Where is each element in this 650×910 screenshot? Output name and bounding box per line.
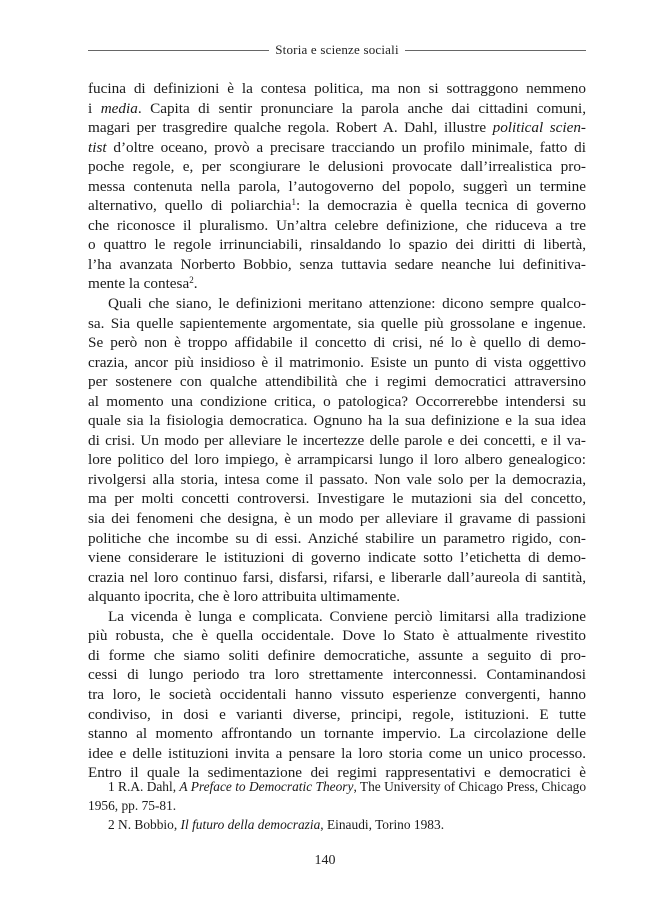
text-run: . Capita di sentir pronunciare la parola anche dai cittadini comuni, bbox=[137, 99, 586, 117]
text-line bbox=[88, 450, 586, 470]
text-run: per sostenere con qualche attendibilità che i regimi democratici attraversino bbox=[88, 373, 586, 391]
text-line bbox=[88, 138, 586, 158]
text-line bbox=[88, 392, 586, 412]
text-run: sa. Sia quelle sapientemente argomentate, sia quelle più grossolane e ingenue. bbox=[88, 314, 586, 332]
text-line bbox=[88, 79, 586, 99]
text-line bbox=[88, 607, 586, 627]
text-run: stanno al momento affrontando un tornante impervio. La circolazione delle bbox=[88, 725, 586, 743]
text-line bbox=[88, 431, 586, 451]
text-line bbox=[88, 216, 586, 236]
footnotes bbox=[88, 777, 586, 834]
text-line bbox=[88, 665, 586, 685]
text-line bbox=[88, 489, 586, 509]
page-number: 140 bbox=[314, 853, 336, 868]
text-run: messa contenuta nella parola, l’autogoverno del popolo, suggerì un termine bbox=[88, 177, 586, 195]
text-run: che riconosce il pluralismo. Un’altra celebre definizione, che riduceva a tre bbox=[88, 216, 586, 234]
text-run: 1 R.A. Dahl, bbox=[108, 779, 180, 794]
text-run: Quali che siano, le definizioni meritano attenzione: dicono sempre qualco- bbox=[108, 295, 586, 313]
text-run: 1956, pp. 75-81. bbox=[88, 798, 177, 813]
text-run: fucina di definizioni è la contesa politica, ma non si sottraggono nemmeno bbox=[88, 80, 586, 97]
text-line bbox=[88, 548, 586, 568]
text-run: alquanto ipocrita, che è loro attribuita ultimamente. bbox=[88, 588, 401, 606]
text-line bbox=[88, 294, 586, 314]
text-line bbox=[88, 705, 586, 725]
italic-text: political scien- bbox=[492, 119, 586, 137]
text-line bbox=[88, 157, 586, 177]
italic-text: Il futuro della democrazia bbox=[180, 817, 321, 832]
text-run: quale sia la fisiologia democratica. Ognuno ha la sua definizione e la sua idea bbox=[88, 412, 586, 430]
italic-text: media bbox=[100, 99, 138, 117]
text-line bbox=[88, 372, 586, 392]
running-header bbox=[88, 41, 586, 59]
text-line bbox=[88, 685, 586, 705]
text-line bbox=[88, 196, 586, 216]
text-line bbox=[88, 274, 586, 294]
text-line bbox=[88, 255, 586, 275]
text-line bbox=[88, 470, 586, 490]
text-line bbox=[88, 646, 586, 666]
footnote-line bbox=[88, 796, 586, 815]
text-run: condiviso, in dosi e varianti diverse, principi, regole, istituzioni. E tutte bbox=[88, 705, 586, 723]
text-line bbox=[88, 568, 586, 588]
text-line bbox=[88, 235, 586, 255]
footnote-line bbox=[88, 815, 586, 834]
text-run: . bbox=[193, 275, 198, 293]
text-line bbox=[88, 744, 586, 764]
text-run: cessi di lungo periodo tra loro strettamente interconnessi. Contaminandosi bbox=[88, 666, 586, 684]
text-line bbox=[88, 118, 586, 138]
text-run: magari per trasgredire qualche regola. Robert A. Dahl, illustre bbox=[88, 119, 493, 137]
italic-text: A Preface to Democratic Theory bbox=[179, 779, 354, 794]
text-run: : la democrazia è quella tecnica di governo bbox=[295, 197, 586, 215]
text-run: , The University of Chicago Press, Chicago bbox=[353, 779, 586, 794]
text-run: poche regole, e, per scongiurare le delusioni provocate dall’irrealistica pro- bbox=[88, 158, 586, 176]
text-run: Se però non è troppo affidabile il concetto di crisi, né lo è quello di demo- bbox=[88, 334, 586, 352]
text-run: idee e delle istituzioni invita a pensare la loro storia come un unico processo. bbox=[88, 744, 586, 762]
footnote-ref: 1 bbox=[291, 197, 296, 208]
text-run: tra loro, le società occidentali hanno vissuto esperienze convergenti, hanno bbox=[88, 685, 586, 703]
text-run: crazia nel loro continuo farsi, disfarsi, rifarsi, e liberarle dall’aureola di santità, bbox=[88, 568, 586, 586]
text-run: sia dei fenomeni che designa, è un modo per alleviare il gravame di passioni bbox=[88, 510, 586, 528]
text-line bbox=[88, 333, 586, 353]
footnote-line bbox=[88, 777, 586, 796]
text-run: di crisi. Un modo per alleviare le incertezze delle parole e dei concetti, e il va- bbox=[88, 431, 586, 449]
text-run: di forme che siamo soliti definire democratiche, assunte a seguito di pro- bbox=[88, 646, 586, 664]
text-line bbox=[88, 509, 586, 529]
text-run: politiche che incombe su di essi. Anziché stabilire un parametro rigido, con- bbox=[88, 529, 586, 547]
text-run: più robusta, che è quella occidentale. Dove lo Stato è attualmente rivestito bbox=[88, 627, 586, 645]
text-run: , Einaudi, Torino 1983. bbox=[320, 817, 445, 832]
text-line bbox=[88, 724, 586, 744]
text-run: d’oltre oceano, provò a precisare tracciando un profilo minimale, fatto di bbox=[106, 138, 586, 156]
text-line bbox=[88, 353, 586, 373]
text-line bbox=[88, 587, 586, 607]
text-line bbox=[88, 529, 586, 549]
footnote-ref: 2 bbox=[189, 275, 194, 286]
text-line bbox=[88, 99, 586, 119]
text-run: i bbox=[88, 99, 101, 117]
text-run: viene considerare le istituzioni di governo indicate sotto l’etichetta di demo- bbox=[88, 549, 586, 567]
text-run: lore politico del loro impiego, è arrampicarsi lungo il loro albero genealogico: bbox=[88, 451, 586, 469]
header-rule-right bbox=[405, 50, 586, 51]
text-run: alternativo, quello di poliarchia bbox=[88, 197, 292, 215]
text-line bbox=[88, 411, 586, 431]
text-run: o quattro le regole irrinunciabili, rinsaldando lo spazio dei diritti di libertà, bbox=[88, 236, 586, 254]
text-run: Entro il quale la sedimentazione dei regimi rappresentativi e democratici è bbox=[88, 764, 586, 782]
text-run: ma per molti concetti controversi. Investigare le mutazioni sia del concetto, bbox=[88, 490, 586, 508]
body-text bbox=[88, 79, 586, 783]
text-run: 2 N. Bobbio, bbox=[108, 817, 181, 832]
header-rule-left bbox=[88, 50, 269, 51]
text-line bbox=[88, 626, 586, 646]
text-line bbox=[88, 314, 586, 334]
text-line bbox=[88, 177, 586, 197]
text-run: al momento una condizione critica, o patologica? Occorrerebbe intendersi su bbox=[88, 392, 586, 410]
text-run: La vicenda è lunga e complicata. Conviene perciò limitarsi alla tradizione bbox=[108, 607, 586, 625]
text-run: crazia, ancor più insidioso è il matrimonio. Esiste un punto di vista oggettivo bbox=[88, 353, 586, 371]
italic-text: tist bbox=[88, 138, 107, 156]
text-run: l’ha avanzata Norberto Bobbio, senza tuttavia sedare neanche lui definitiva- bbox=[88, 255, 586, 273]
text-run: rivolgersi alla storia, intesa come il passato. Non vale solo per la democrazia, bbox=[88, 470, 586, 488]
text-run: mente la contesa bbox=[88, 275, 190, 293]
running-header-title: Storia e scienze sociali bbox=[275, 42, 399, 57]
